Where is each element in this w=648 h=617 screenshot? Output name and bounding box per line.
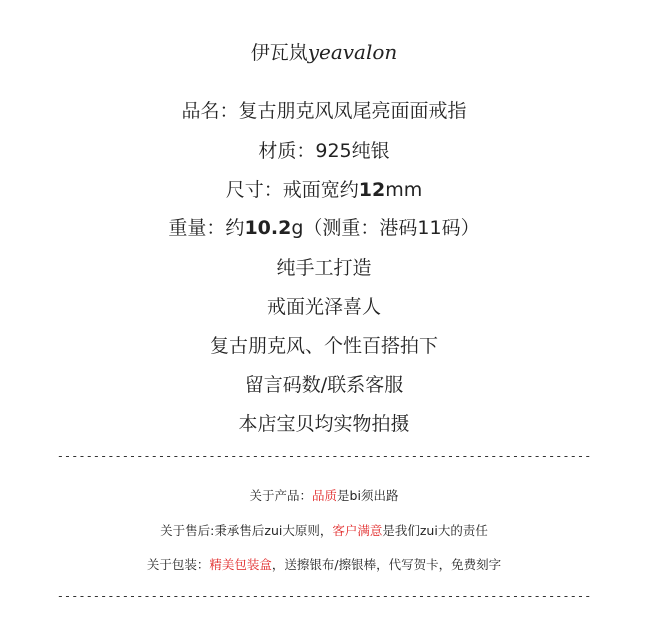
brand-cn: 伊瓦岚 — [250, 42, 308, 64]
note-packaging-suffix: ，送擦银布/擦银棒，代写贺卡，免费刻字 — [271, 557, 502, 572]
spec-size — [0, 175, 648, 202]
feature-line: 留言码数/联系客服 — [244, 374, 404, 396]
feature-line: 复古朋克风、个性百搭拍下 — [209, 335, 438, 357]
note-product-highlight: 品质 — [312, 488, 338, 503]
note-product — [0, 486, 648, 504]
note-product-prefix: 关于产品： — [249, 488, 313, 503]
spec-product-name: 品名：复古朋克风凤尾亮面面戒指 — [181, 100, 467, 122]
brand-latin: yeavalon — [307, 40, 398, 64]
note-packaging-prefix: 关于包装： — [146, 557, 210, 572]
note-aftersale-highlight: 客户满意 — [332, 523, 383, 538]
note-aftersale-prefix: 关于售后:秉承售后zui大原则， — [160, 523, 333, 538]
note-aftersale-suffix: 是我们zui大的责任 — [382, 523, 488, 538]
feature-line: 本店宝贝均实物拍摄 — [238, 413, 410, 435]
note-packaging-highlight: 精美包装盒 — [209, 557, 272, 572]
spec-material: 材质：925纯银 — [258, 140, 390, 162]
spec-size-value: 12 — [358, 179, 386, 201]
spec-size-unit: mm — [385, 179, 423, 201]
spec-size-prefix: 尺寸：戒面宽约 — [225, 179, 359, 201]
spec-weight — [0, 213, 648, 240]
note-packaging — [0, 555, 648, 573]
divider-top: -------------------------------------------------------------------------- — [56, 449, 592, 463]
brand-title — [0, 38, 648, 65]
note-product-suffix: 是bi须出路 — [337, 488, 399, 503]
note-aftersale — [0, 521, 648, 539]
spec-weight-suffix: g（测重：港码11码） — [291, 217, 480, 239]
feature-line: 纯手工打造 — [276, 257, 372, 279]
divider-bottom: -------------------------------------------------------------------------- — [56, 589, 592, 603]
feature-line: 戒面光泽喜人 — [266, 296, 381, 318]
spec-weight-value: 10.2 — [244, 217, 292, 239]
spec-weight-prefix: 重量：约 — [168, 217, 245, 239]
